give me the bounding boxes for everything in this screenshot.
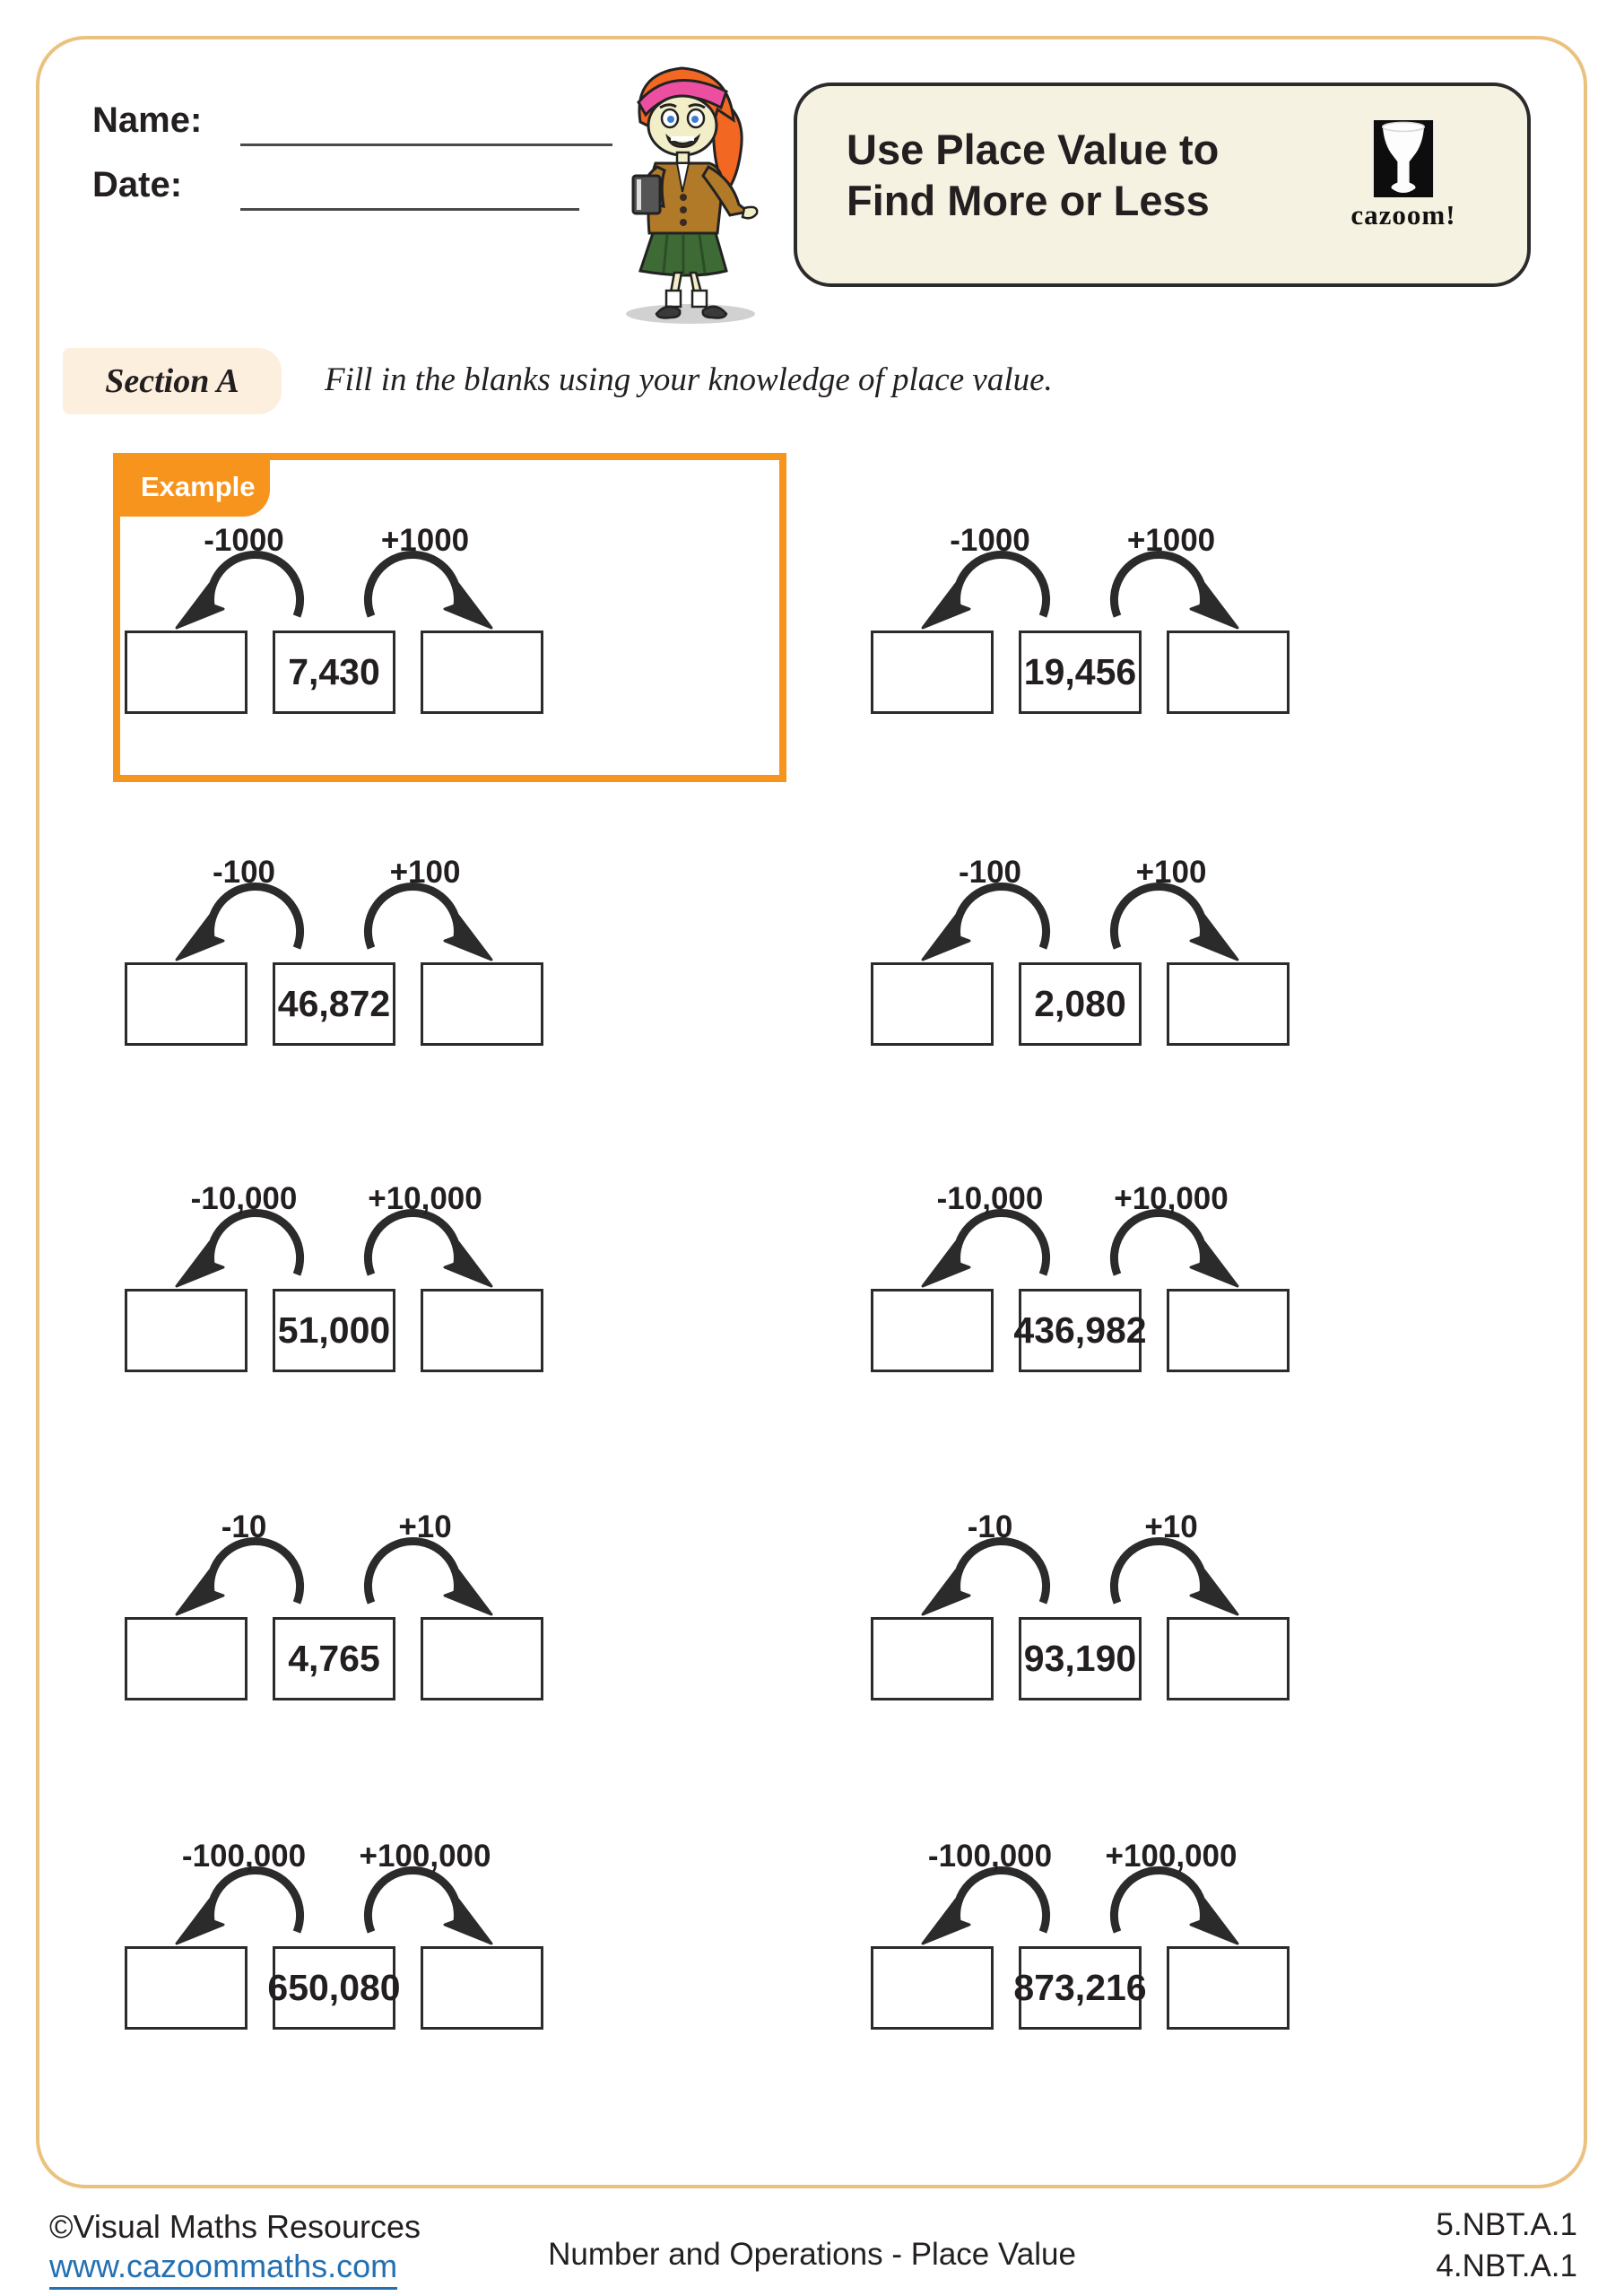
- minus-plus-arrows-icon: [871, 559, 1290, 631]
- given-number: 873,216: [1013, 1967, 1147, 2008]
- plus-arrow-label: +1000: [1126, 523, 1216, 558]
- minus-arrow-label: -10: [967, 1509, 1013, 1544]
- standards-label: 5.NBT.A.1 4.NBT.A.1: [1436, 2207, 1577, 2283]
- given-number: 51,000: [277, 1309, 391, 1351]
- minus-arrow-label: -1000: [204, 523, 284, 558]
- date-label: Date:: [92, 165, 183, 204]
- minus-plus-arrows-icon: [871, 891, 1290, 962]
- topic-label: Number and Operations - Place Value: [548, 2237, 1076, 2272]
- minus-plus-arrows-icon: [125, 559, 543, 631]
- schoolgirl-illustration: [581, 57, 805, 328]
- given-number-box: [267, 1946, 401, 2030]
- minus-arrow-label: -100: [212, 855, 276, 890]
- minus-arrow-label: -1000: [950, 523, 1030, 558]
- answer-box-more[interactable]: [1167, 1617, 1290, 1700]
- minus-arrow-label: -10: [221, 1509, 267, 1544]
- given-number-box: [273, 962, 395, 1046]
- section-a-label: Section A: [105, 362, 239, 400]
- cazoom-logo: [1332, 120, 1475, 231]
- minus-plus-arrows-icon: [125, 1874, 543, 1946]
- answer-box-more[interactable]: [1167, 631, 1290, 714]
- answer-box-more[interactable]: [1167, 1289, 1290, 1372]
- plus-arrow-label: +100,000: [1105, 1839, 1238, 1874]
- given-number-box: [1013, 1289, 1147, 1372]
- copyright-text: ©Visual Maths Resources: [49, 2208, 421, 2245]
- minus-plus-arrows-icon: [871, 1874, 1290, 1946]
- given-number-box: [1019, 631, 1142, 714]
- answer-box-less[interactable]: [125, 1617, 248, 1700]
- problem-card: [125, 523, 543, 714]
- worksheet-title: Use Place Value to Find More or Less: [847, 126, 1220, 224]
- minus-arrow-label: -10,000: [936, 1181, 1044, 1216]
- answer-box-less[interactable]: [871, 1289, 994, 1372]
- name-label: Name:: [92, 100, 203, 140]
- minus-plus-arrows-icon: [125, 1217, 543, 1289]
- website-link[interactable]: www.cazoommaths.com: [49, 2248, 397, 2290]
- cazoom-logo-text: cazoom!: [1350, 199, 1456, 230]
- given-number: 4,765: [288, 1638, 380, 1679]
- given-number-box: [273, 1617, 395, 1700]
- given-number-box: [1019, 962, 1142, 1046]
- problem-card: [871, 1839, 1290, 2030]
- answer-box-more[interactable]: [421, 1946, 543, 2030]
- date-fill-line[interactable]: [240, 208, 579, 211]
- minus-plus-arrows-icon: [871, 1217, 1290, 1289]
- given-number: 436,982: [1013, 1309, 1147, 1351]
- given-number: 650,080: [267, 1967, 401, 2008]
- answer-box-less[interactable]: [871, 962, 994, 1046]
- problem-card: [125, 855, 543, 1046]
- given-number-box: [1019, 1617, 1142, 1700]
- answer-box-more[interactable]: [1167, 962, 1290, 1046]
- given-number: 2,080: [1034, 983, 1126, 1024]
- given-number: 7,430: [288, 651, 380, 692]
- plus-arrow-label: +10: [1144, 1509, 1198, 1544]
- plus-arrow-label: +10,000: [1114, 1181, 1229, 1216]
- given-number: 46,872: [277, 983, 391, 1024]
- answer-box-less[interactable]: [871, 1946, 994, 2030]
- answer-box-less[interactable]: [125, 631, 248, 714]
- answer-box-less[interactable]: [871, 631, 994, 714]
- given-number-box: [1013, 1946, 1147, 2030]
- problem-card: [125, 1181, 543, 1372]
- minus-arrow-label: -100,000: [927, 1839, 1053, 1874]
- section-a-badge: [63, 348, 282, 414]
- answer-box-less[interactable]: [125, 1946, 248, 2030]
- given-number-box: [273, 1289, 395, 1372]
- answer-box-less[interactable]: [125, 962, 248, 1046]
- given-number: 19,456: [1023, 651, 1137, 692]
- minus-arrow-label: -10,000: [190, 1181, 298, 1216]
- answer-box-more[interactable]: [421, 1289, 543, 1372]
- section-instruction: Fill in the blanks using your knowledge of place value.: [325, 361, 1053, 398]
- example-frame: [113, 453, 786, 782]
- minus-plus-arrows-icon: [125, 1545, 543, 1617]
- answer-box-more[interactable]: [421, 962, 543, 1046]
- minus-arrow-label: -100,000: [181, 1839, 307, 1874]
- minus-arrow-label: -100: [958, 855, 1022, 890]
- name-fill-line[interactable]: [240, 144, 612, 146]
- plus-arrow-label: +10: [398, 1509, 452, 1544]
- answer-box-more[interactable]: [1167, 1946, 1290, 2030]
- answer-box-more[interactable]: [421, 631, 543, 714]
- answer-box-less[interactable]: [871, 1617, 994, 1700]
- minus-plus-arrows-icon: [871, 1545, 1290, 1617]
- plus-arrow-label: +100: [1135, 855, 1207, 890]
- answer-box-less[interactable]: [125, 1289, 248, 1372]
- problem-card: [125, 1509, 543, 1700]
- title-panel: [794, 83, 1531, 287]
- plus-arrow-label: +1000: [380, 523, 470, 558]
- plus-arrow-label: +10,000: [368, 1181, 482, 1216]
- answer-box-more[interactable]: [421, 1617, 543, 1700]
- problem-card: [871, 523, 1290, 714]
- minus-plus-arrows-icon: [125, 891, 543, 962]
- problem-card: [871, 1181, 1290, 1372]
- djembe-drum-icon: [1373, 120, 1434, 197]
- problem-card: [871, 855, 1290, 1046]
- plus-arrow-label: +100,000: [359, 1839, 491, 1874]
- problem-card: [871, 1509, 1290, 1700]
- example-tab: Example: [119, 459, 270, 517]
- problem-card: [125, 1839, 543, 2030]
- given-number: 93,190: [1023, 1638, 1137, 1679]
- plus-arrow-label: +100: [389, 855, 461, 890]
- given-number-box: [273, 631, 395, 714]
